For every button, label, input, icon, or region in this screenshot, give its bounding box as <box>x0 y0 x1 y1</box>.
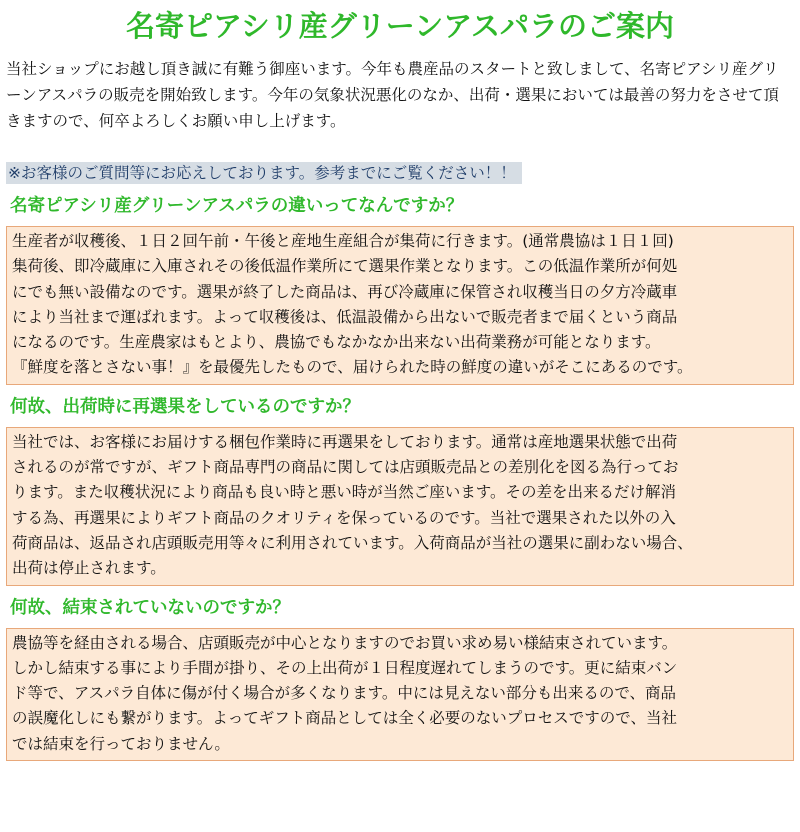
answer-line: の誤魔化しにも繋がります。よってギフト商品としては全く必要のないプロセスですので、当社 <box>12 709 677 728</box>
answer-line: 農協等を経由される場合、店頭販売が中心となりますのでお買い求め易い様結束されています。 <box>12 633 678 652</box>
section-heading-difference: 名寄ピアシリ産グリーンアスパラの違いってなんですか？ <box>10 196 464 216</box>
section-heading-reselection: 何故、出荷時に再選果をしているのですか？ <box>10 396 360 417</box>
answer-line: されるのが常ですが、ギフト商品専門の商品に関しては店頭販売品との差別化を図る為行ってお <box>12 458 679 477</box>
intro-paragraph: 当社ショップにお越し頂き誠に有難う御座います。今年も農産品のスタートと致しまして、名寄ピアシリ産グリーンアスパラの販売を開始致します。今年の気象状況悪化のなか、出荷・選果においては最善の努力をさせて頂きますので、何卒よろしくお願い申し上げます。 <box>6 60 779 130</box>
answer-line: しかし結束する事により手間が掛り、その上出荷が１日程度遅れてしまうのです。更に結束バン <box>12 658 678 677</box>
answer-line: にでも無い設備なのです。選果が終了した商品は、再び冷蔵庫に保管され収穫当日の夕方冷蔵車 <box>12 282 678 301</box>
answer-line: 生産者が収穫後、１日２回午前・午後と産地生産組合が集荷に行きます。(通常農協は１日１回) <box>12 232 674 250</box>
answer-box-bundling <box>6 628 794 761</box>
answer-line: ド等で、アスパラ自体に傷が付く場合が多くなります。中には見えない部分も出来るので、商品 <box>12 684 677 703</box>
answer-line: する為、再選果によりギフト商品のクオリティを保っているのです。当社で選果された以外の入 <box>12 508 676 527</box>
answer-line: により当社まで運ばれます。よって収穫後は、低温設備から出ないで販売者まで届くという商品 <box>12 307 678 326</box>
answer-box-reselection <box>6 427 794 586</box>
answer-line: では結束を行っておりません。 <box>12 734 230 753</box>
section-heading-bundling: 何故、結束されていないのですか？ <box>10 597 290 618</box>
answer-line: 集荷後、即冷蔵庫に入庫されその後低温作業所にて選果作業となります。この低温作業所が何処 <box>12 257 678 276</box>
answer-line: になるのです。生産農家はもとより、農協でもなかなか出来ない出荷業務が可能となります。 <box>12 333 661 352</box>
answer-box-difference <box>6 226 794 385</box>
page-title: 名寄ピアシリ産グリーンアスパラのご案内 <box>125 9 675 43</box>
answer-line: ります。また収穫状況により商品も良い時と悪い時が当然ご座います。その差を出来るだけ解消 <box>12 483 677 502</box>
answer-line: 荷商品は、返品され店頭販売用等々に利用されています。入荷商品が当社の選果に副わない場合、 <box>12 533 693 552</box>
answer-line: 出荷は停止されます。 <box>12 559 166 578</box>
answer-line: 当社では、お客様にお届けする梱包作業時に再選果をしております。通常は産地選果状態で出荷 <box>12 432 678 451</box>
notice-banner: ※お客様のご質問等にお応えしております。参考までにご覧ください！！ <box>6 162 522 184</box>
answer-line: 『鮮度を落とさない事！』を最優先したもので、届けられた時の鮮度の違いがそこにあるのです。 <box>12 358 693 377</box>
